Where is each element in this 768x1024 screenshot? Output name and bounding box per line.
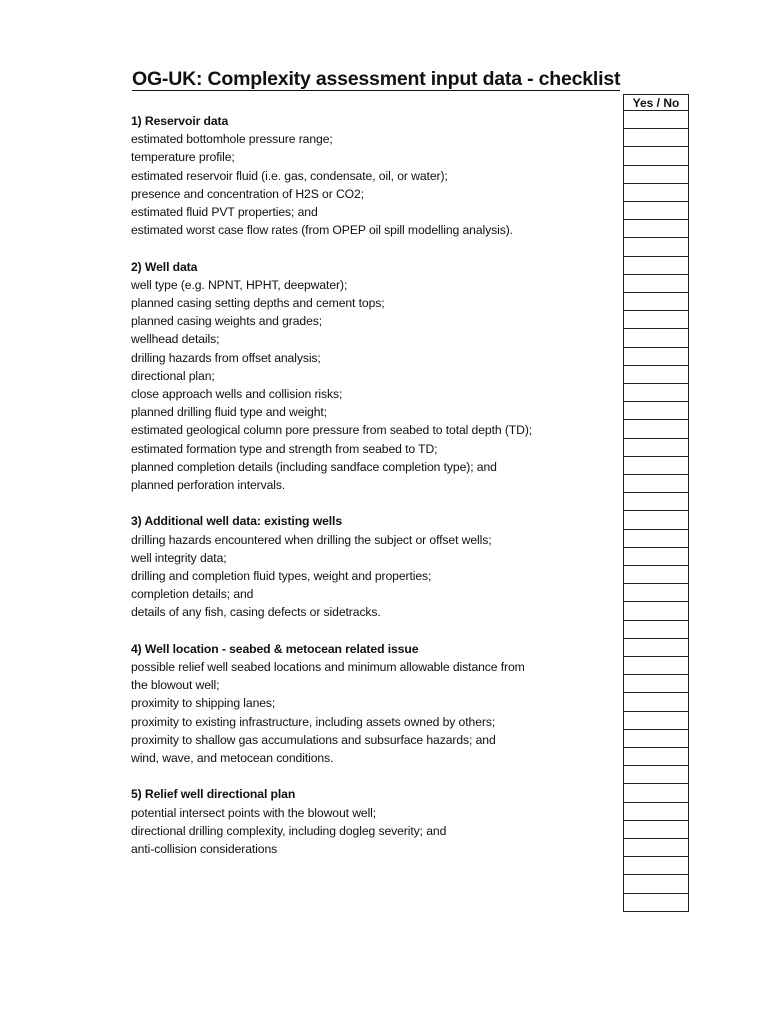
checklist-item: estimated geological column pore pressure from seabed to total depth (TD); (131, 423, 533, 438)
checklist-item: the blowout well; (131, 678, 220, 693)
yes-no-checkbox-cell[interactable] (623, 566, 689, 584)
yes-no-checkbox-cell[interactable] (623, 784, 689, 802)
section-heading: 3) Additional well data: existing wells (131, 514, 342, 529)
checklist-item: estimated reservoir fluid (i.e. gas, condensate, oil, or water); (131, 168, 448, 183)
yes-no-checkbox-cell[interactable] (623, 275, 689, 293)
yes-no-checkbox-cell[interactable] (623, 530, 689, 548)
yes-no-checkbox-cell[interactable] (623, 657, 689, 675)
yes-no-checkbox-cell[interactable] (623, 839, 689, 857)
yes-no-checkbox-cell[interactable] (623, 257, 689, 275)
yes-no-checkbox-cell[interactable] (623, 821, 689, 839)
yes-no-checkbox-cell[interactable] (623, 439, 689, 457)
yes-no-checkbox-cell[interactable] (623, 621, 689, 639)
yes-no-checkbox-cell[interactable] (623, 548, 689, 566)
checklist-item: directional drilling complexity, including dogleg severity; and (131, 823, 447, 838)
checklist-item: completion details; and (131, 587, 254, 602)
yes-no-checkbox-cell[interactable] (623, 748, 689, 766)
checklist-item: close approach wells and collision risks; (131, 387, 343, 401)
yes-no-checkbox-cell[interactable] (623, 875, 689, 893)
section-heading: 4) Well location - seabed & metocean related issue (131, 641, 419, 656)
checklist-item: proximity to existing infrastructure, including assets owned by others; (131, 714, 496, 729)
yes-no-checkbox-cell[interactable] (623, 147, 689, 165)
yes-no-checkbox-cell[interactable] (623, 220, 689, 238)
yes-no-checkbox-cell[interactable] (623, 602, 689, 620)
yes-no-checkbox-cell[interactable] (623, 402, 689, 420)
checklist-item: estimated fluid PVT properties; and (131, 205, 318, 219)
yes-no-checkbox-cell[interactable] (623, 857, 689, 875)
checklist-item: drilling hazards from offset analysis; (131, 350, 321, 365)
checklist-item: drilling and completion fluid types, weight and properties; (131, 569, 432, 583)
section-heading: 1) Reservoir data (131, 114, 229, 128)
checklist-item: directional plan; (131, 368, 215, 383)
document-title: OG-UK: Complexity assessment input data - checklist (132, 68, 621, 90)
yes-no-checkbox-cell[interactable] (623, 511, 689, 529)
yes-no-checkbox-cell[interactable] (623, 475, 689, 493)
checklist-item: possible relief well seabed locations and minimum allowable distance from (131, 660, 525, 674)
checklist-item: planned casing weights and grades; (131, 314, 323, 329)
checklist-item: estimated formation type and strength from seabed to TD; (131, 441, 438, 456)
checklist-item: planned drilling fluid type and weight; (131, 405, 327, 420)
checklist-item: planned casing setting depths and cement tops; (131, 296, 385, 310)
checklist-item: planned perforation intervals. (131, 478, 286, 492)
checklist-item: estimated bottomhole pressure range; (131, 132, 333, 147)
checklist-item: drilling hazards encountered when drilling the subject or offset wells; (131, 532, 492, 547)
yes-no-checkbox-cell[interactable] (623, 730, 689, 748)
checklist-item: potential intersect points with the blowout well; (131, 805, 377, 820)
checklist-item: anti-collision considerations (131, 842, 278, 856)
checklist-item: temperature profile; (131, 150, 235, 165)
checklist-item: well type (e.g. NPNT, HPHT, deepwater); (131, 277, 348, 292)
checklist-item: presence and concentration of H2S or CO2; (131, 186, 365, 201)
checklist-item: planned completion details (including sandface completion type); and (131, 459, 497, 474)
yes-no-checkbox-cell[interactable] (623, 366, 689, 384)
yes-no-checkbox-cell[interactable] (623, 457, 689, 475)
yes-no-checkbox-cell[interactable] (623, 348, 689, 366)
yes-no-checkbox-cell[interactable] (623, 493, 689, 511)
section-heading: 5) Relief well directional plan (131, 787, 296, 802)
yes-no-checkbox-cell[interactable] (623, 584, 689, 602)
checklist-item: details of any fish, casing defects or sidetracks. (131, 605, 381, 620)
checklist-item: estimated worst case flow rates (from OPEP oil spill modelling analysis). (131, 223, 513, 238)
checklist-item: wellhead details; (131, 332, 220, 347)
yes-no-checkbox-cell[interactable] (623, 202, 689, 220)
yes-no-checkbox-cell[interactable] (623, 420, 689, 438)
yes-no-checkbox-cell[interactable] (623, 803, 689, 821)
yes-no-checkbox-cell[interactable] (623, 238, 689, 256)
checklist-item: proximity to shallow gas accumulations and subsurface hazards; and (131, 732, 496, 747)
yes-no-checkbox-cell[interactable] (623, 184, 689, 202)
yes-no-column-header: Yes / No (623, 94, 689, 111)
yes-no-checkbox-cell[interactable] (623, 639, 689, 657)
yes-no-checkbox-cell[interactable] (623, 384, 689, 402)
yes-no-checkbox-cell[interactable] (623, 712, 689, 730)
yes-no-checkbox-cell[interactable] (623, 894, 689, 912)
yes-no-checkbox-cell[interactable] (623, 766, 689, 784)
yes-no-checkbox-cell[interactable] (623, 166, 689, 184)
section-heading: 2) Well data (131, 259, 198, 274)
yes-no-checkbox-cell[interactable] (623, 675, 689, 693)
checklist-item: wind, wave, and metocean conditions. (131, 751, 334, 765)
yes-no-checkbox-cell[interactable] (623, 129, 689, 147)
yes-no-checkbox-cell[interactable] (623, 293, 689, 311)
yes-no-checkbox-cell[interactable] (623, 111, 689, 129)
yes-no-checkbox-cell[interactable] (623, 311, 689, 329)
checklist-item: proximity to shipping lanes; (131, 696, 276, 711)
checklist-item: well integrity data; (131, 550, 227, 565)
yes-no-checkbox-cell[interactable] (623, 329, 689, 347)
yes-no-checkbox-cell[interactable] (623, 693, 689, 711)
